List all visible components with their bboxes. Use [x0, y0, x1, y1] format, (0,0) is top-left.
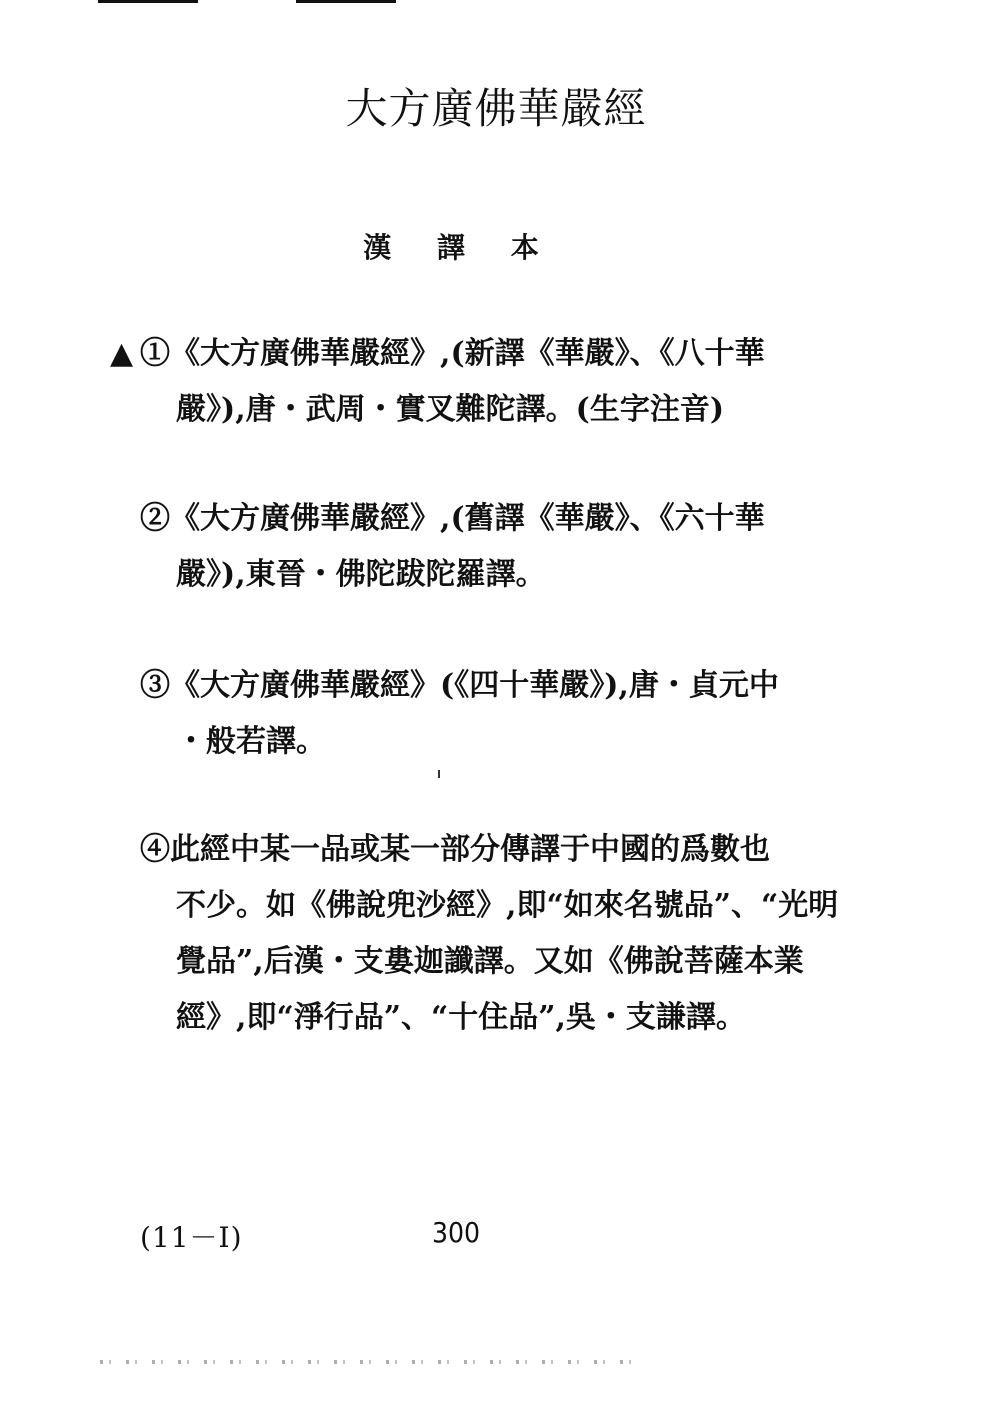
entry-2 [110, 491, 810, 603]
top-rule-right [296, 0, 396, 3]
entry-4-line-2: 不少。如《佛說兜沙經》,即“如來名號品”、“光明 [176, 888, 839, 923]
scan-noise [100, 1360, 640, 1364]
top-rule-left [98, 0, 198, 3]
entry-1-line-1 [110, 326, 810, 382]
page-title: 大方廣佛華嚴經 [345, 84, 647, 133]
entry-2-line-2: 嚴》),東晉・佛陀跋陀羅譯。 [176, 557, 546, 592]
stray-mark [438, 770, 440, 778]
page-number: 300 [432, 1216, 481, 1249]
section-heading: 漢 譯 本 [363, 231, 557, 264]
entry-3-line-1: ③《大方廣佛華嚴經》(《四十華嚴》),唐・貞元中 [140, 668, 779, 703]
entry-2-line-1: ②《大方廣佛華嚴經》,(舊譯《華嚴》、《六十華 [140, 501, 765, 536]
entry-1-line-2: 嚴》),唐・武周・實叉難陀譯。(生字注音) [176, 392, 725, 427]
entry-4-line-3: 覺品”,后漢・支婁迦讖譯。又如《佛說菩薩本業 [176, 944, 804, 979]
entry-3 [110, 658, 810, 770]
entry-1 [110, 326, 810, 438]
triangle-marker-icon: ▲ [110, 336, 134, 371]
entry-4-line-4: 經》,即“淨行品”、“十住品”,吳・支謙譯。 [176, 1000, 746, 1035]
entry-3-line-2: ・般若譯。 [176, 724, 326, 759]
volume-code: (11－Ⅰ) [140, 1221, 243, 1254]
entry-1-text-1: ①《大方廣佛華嚴經》,(新譯《華嚴》、《八十華 [140, 336, 765, 371]
entry-4 [110, 822, 839, 1046]
entry-4-line-1: ④此經中某一品或某一部分傳譯于中國的爲數也 [140, 832, 770, 867]
